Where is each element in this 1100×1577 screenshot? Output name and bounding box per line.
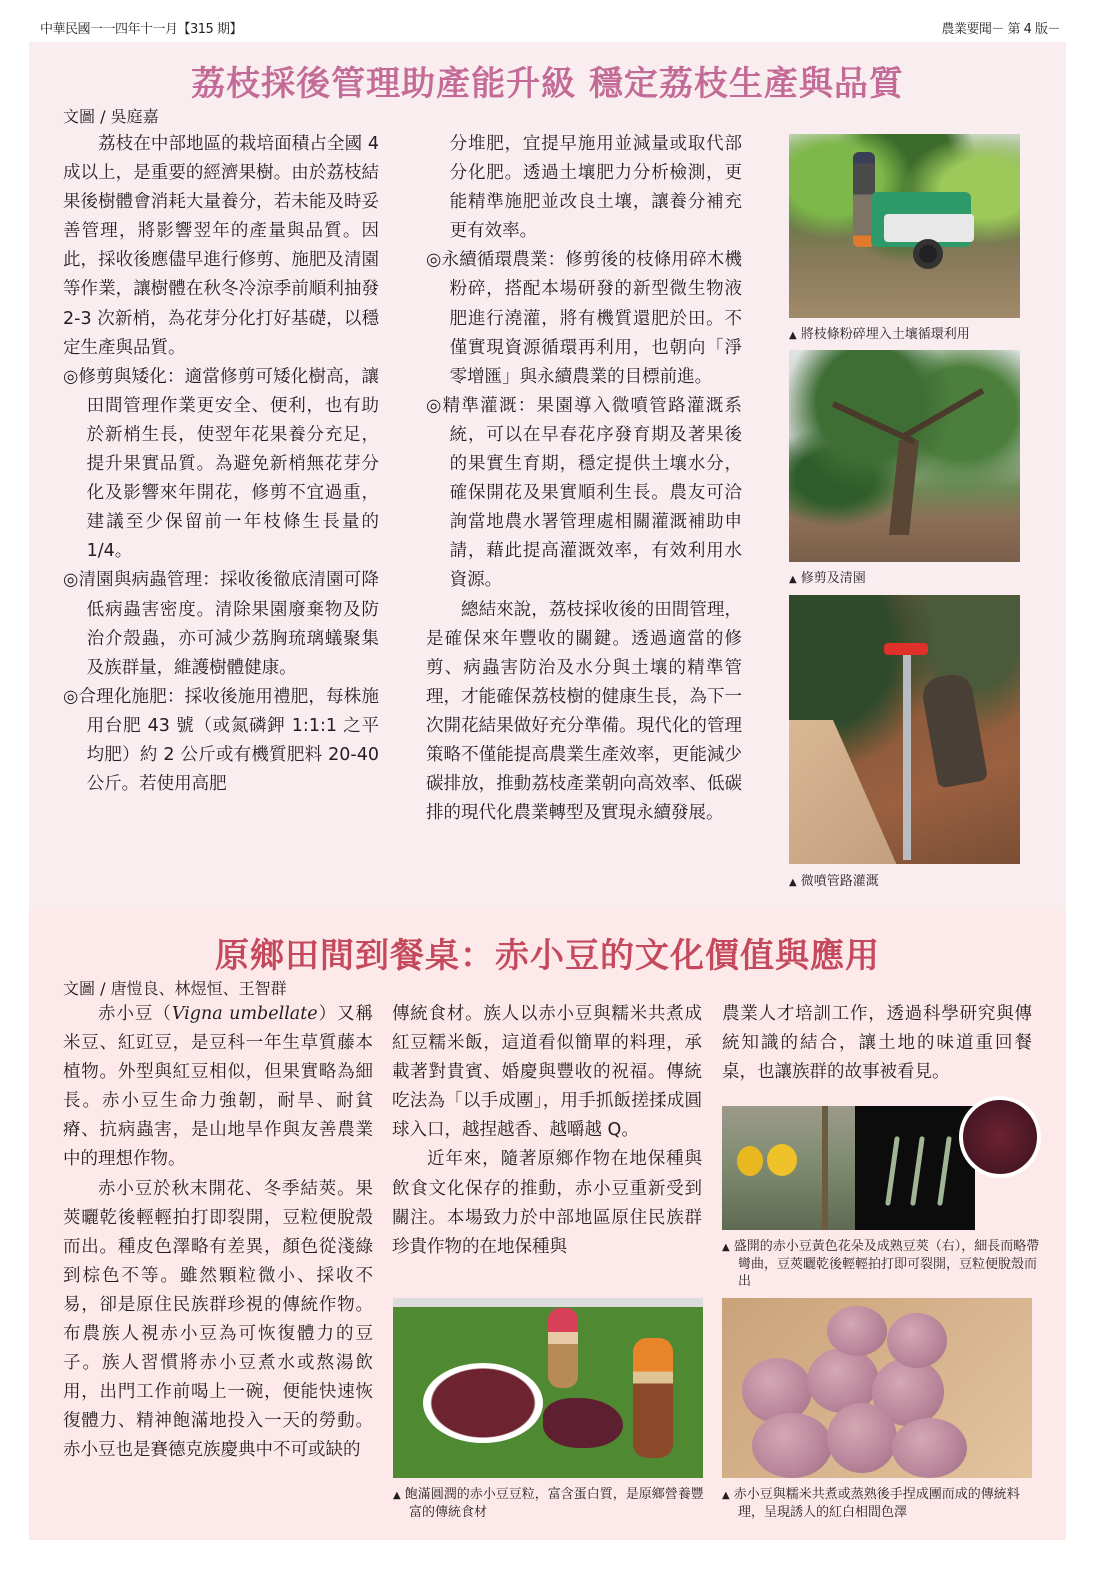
photo-bean-flower (722, 1106, 855, 1230)
photo-beans-on-grass (393, 1298, 703, 1478)
bullet-circular-agriculture: ◎永續循環農業：修剪後的枝條用碎木機粉碎，搭配本場研發的新型微生物液肥進行澆灌，將有機質還肥於田。不僅實現資源循環再利用，也朝向「淨零增匯」與永續農業的目標前進。 (426, 250, 742, 387)
issue-date: 中華民國一一四年十一月【315 期】 (40, 22, 242, 37)
triangle-icon: ▲ (722, 1490, 730, 1501)
paragraph: 赤小豆於秋末開花、冬季結莢。果莢曬乾後輕輕拍打即裂開，豆粒便脫殼而出。種皮色澤略有差異，顏色從淺綠到棕色不等。雖然顆粒微小、採收不易，卻是原住民族群珍視的傳統作物。布農族人視赤小豆為可恢復體力的豆子。族人習慣將赤小豆煮水或熬湯飲用，出門工作前喝上一碗，便能快速恢復體力、精神飽滿地投入一天的勞動。赤小豆也是賽德克族慶典中不可或缺的 (63, 1178, 373, 1461)
paragraph-continued: 分堆肥，宜提早施用並減量或取代部分化肥。透過土壤肥力分析檢測，更能精準施肥並改良土壤，讓養分補充更有效率。 (449, 134, 742, 242)
article-column-1 (63, 1000, 373, 1466)
triangle-icon: ▲ (789, 330, 797, 341)
article-byline: 文圖 / 唐愷良、林煜恒、王智群 (63, 979, 287, 998)
photo-micro-sprinkler (789, 595, 1020, 864)
article-title: 荔枝採後管理助產能升級 穩定荔枝生產與品質 (191, 64, 904, 104)
bullet-fertilizing: ◎合理化施肥：採收後施用禮肥，每株施用台肥 43 號（或氮磷鉀 1:1:1 之平均肥）約 2 公斤或有機質肥料 20-40 公斤。若使用高肥 (63, 686, 379, 795)
section-page: 農業要聞－ 第 4 版－ (941, 22, 1060, 37)
bullet-pruning: ◎修剪與矮化：適當修剪可矮化樹高，讓田間管理作業更安全、便利，也有助於新梢生長，使翌年花果養分充足，提升果實品質。為避免新梢無花芽分化及影響來年開花，修剪不宜過重，建議至少保留前一年枝條生長量的 1/4。 (63, 366, 379, 562)
bean-plate (423, 1363, 543, 1443)
photo-caption: ▲ 盛開的赤小豆黃色花朵及成熟豆莢（右），細長而略帶彎曲，豆莢曬乾後輕輕拍打即可裂開，豆粒便脫殼而出 (722, 1239, 1040, 1289)
page-header (40, 18, 1060, 38)
photo-wood-chipper (789, 134, 1020, 318)
bullet-irrigation: ◎精準灌溉：果園導入微噴管路灌溉系統，可以在早春花序發育期及著果後的果實生育期，穩定提供土壤水分，確保開花及果實順利生長。農友可洽詢當地農水署管理處相關灌溉補助申請，藉此提高灌溉效率，有效利用水資源。 (426, 395, 742, 591)
paragraph-intro: 赤小豆（Vigna umbellate）又稱米豆、紅豇豆，是豆科一年生草質藤本植物。外型與紅豆相似，但果實略為細長。赤小豆生命力強韌，耐旱、耐貧瘠、抗病蟲害，是山地旱作與友善農業中的理想作物。 (63, 1004, 373, 1170)
paragraph-summary: 總結來說，荔枝採收後的田間管理，是確保來年豐收的關鍵。透過適當的修剪、病蟲害防治及水分與土壤的精準管理，才能確保荔枝樹的健康生長，為下一次開花結果做好充分準備。現代化的管理策略不僅能提高農業生產效率，更能減少碳排放，推動荔枝產業朝向高效率、低碳排的現代化農業轉型及實現永續發展。 (426, 599, 742, 824)
triangle-icon: ▲ (722, 1242, 730, 1253)
triangle-icon: ▲ (789, 877, 797, 888)
photo-caption: ▲ 將枝條粉碎埋入土壤循環利用 (789, 327, 970, 342)
article-column-3 (722, 1000, 1032, 1087)
photo-beans-circle-inset (959, 1096, 1041, 1178)
paragraph: 荔枝在中部地區的栽培面積占全國 4 成以上，是重要的經濟果樹。由於荔枝結果後樹體會消耗大量養分，若未能及時妥善管理，將影響翌年的產量與品質。因此，採收後應儘早進行修剪、施肥及清園等作業，讓樹體在秋冬冷涼季前順利抽發 2-3 次新梢，為花芽分化打好基礎，以穩定生產與品質。 (63, 134, 379, 358)
article-byline: 文圖 / 吳庭嘉 (63, 107, 159, 126)
photo-pruned-tree (789, 350, 1020, 562)
article-column-2 (426, 130, 742, 828)
article-title: 原鄉田間到餐桌：赤小豆的文化價值與應用 (215, 936, 880, 976)
photo-caption: ▲ 赤小豆與糯米共煮或蒸熟後手捏成團而成的傳統料理，呈現誘人的紅白相間色澤 (722, 1487, 1020, 1520)
article-rice-bean (29, 910, 1066, 1540)
paragraph-continued: 傳統食材。族人以赤小豆與糯米共煮成紅豆糯米飯，這道看似簡單的料理，承載著對貴賓、婚慶與豐收的祝福。傳統吃法為「以手成團」，用手抓飯搓揉成圓球入口，越捏越香、越嚼越 Q。 (392, 1004, 702, 1141)
article-lychee (29, 42, 1066, 910)
bullet-orchard-cleaning: ◎清園與病蟲管理：採收後徹底清園可降低病蟲害密度。清除果園廢棄物及防治介殼蟲，亦可減少荔胸琉璃蟻聚集及族群量，維護樹體健康。 (63, 570, 379, 678)
article-column-2 (392, 1000, 702, 1262)
latin-name: Vigna umbellate (171, 1004, 318, 1024)
paragraph: 近年來，隨著原鄉作物在地保種與飲食文化保存的推動，赤小豆重新受到關注。本場致力於中部地區原住民族群珍貴作物的在地保種與 (392, 1149, 702, 1257)
paragraph-continued: 農業人才培訓工作，透過科學研究與傳統知識的結合，讓土地的味道重回餐桌，也讓族群的故事被看見。 (722, 1004, 1032, 1083)
photo-caption: ▲ 修剪及清園 (789, 571, 866, 586)
triangle-icon: ▲ (393, 1490, 401, 1501)
photo-caption: ▲ 飽滿圓潤的赤小豆豆粒，富含蛋白質，是原鄉營養豐富的傳統食材 (393, 1487, 704, 1520)
photo-caption: ▲ 微噴管路灌溉 (789, 874, 879, 889)
photo-bean-pods (855, 1106, 975, 1230)
triangle-icon: ▲ (789, 574, 797, 585)
photo-rice-balls (722, 1298, 1032, 1478)
sprinkler-head (884, 643, 928, 655)
article-column-1 (63, 130, 379, 799)
